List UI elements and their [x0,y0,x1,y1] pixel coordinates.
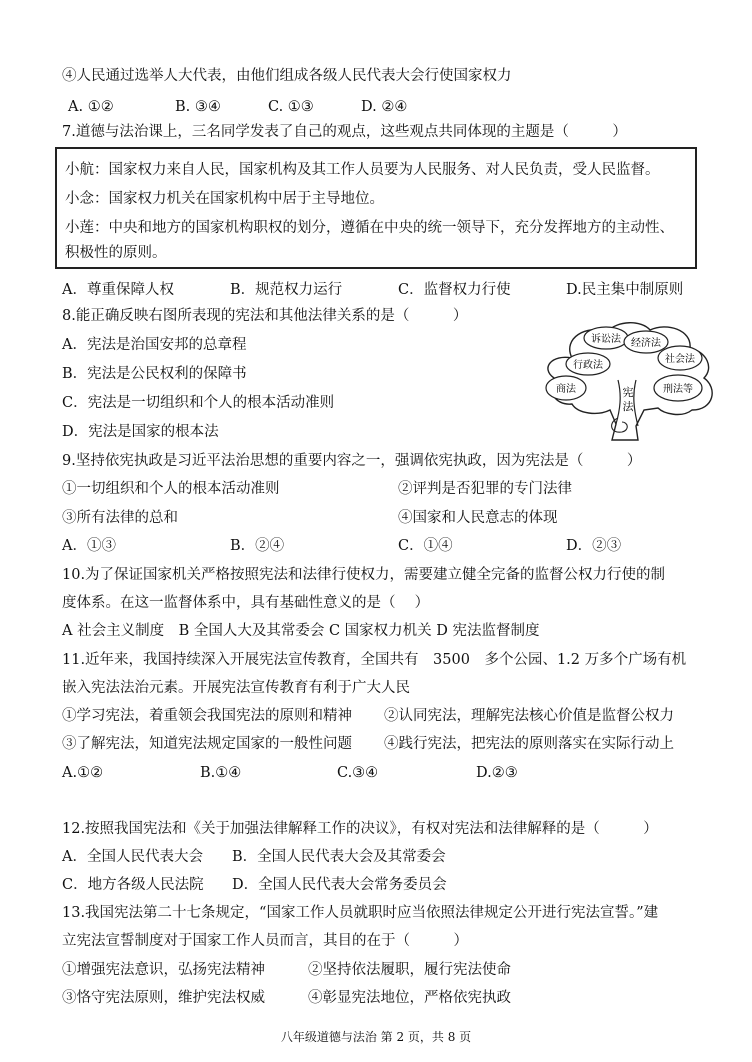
q9-item-4: ④国家和人民意志的体现 [398,510,558,526]
q13-stem-2: 立宪法宣誓制度对于国家工作人员而言，其目的在于（ ） [62,933,468,949]
q11-stem-2: 嵌入宪法法治元素。开展宪法宣传教育有利于广大人民 [62,680,410,696]
trunk-label-1: 宪 [622,386,634,399]
leaf-label-shehui: 社会法 [665,354,695,365]
q7-option-b: B．规范权力运行 [230,282,343,298]
q7-quote-xiaonian: 小念：国家权力机关在国家机构中居于主导地位。 [65,191,384,207]
q6-item-4: ④人民通过选举人大代表，由他们组成各级人民代表大会行使国家权力 [62,68,512,84]
q7-quote-xiaolian: 小莲：中央和地方的国家机构职权的划分，遵循在中央的统一领导下，充分发挥地方的主动性、 [65,220,674,236]
q9-item-1: ①一切组织和个人的根本活动准则 [62,481,280,497]
q8-option-b: B．宪法是公民权利的保障书 [62,366,247,382]
law-tree-figure [532,318,722,448]
q12-option-c: C．地方各级人民法院 [62,877,204,893]
leaf-label-xing: 刑法等 [663,384,693,395]
q13-item-2: ②坚持依法履职，履行宪法使命 [308,962,511,978]
q13-stem-1: 13.我国宪法第二十七条规定，“国家工作人员就职时应当依照法律规定公开进行宪法宣誓。”建 [62,905,659,921]
q8-option-c: C．宪法是一切组织和个人的根本活动准则 [62,395,335,411]
leaf-label-shang: 商法 [556,384,576,395]
q9-option-b: B．②④ [230,538,285,554]
q8-option-d: D．宪法是国家的根本法 [62,424,219,440]
q11-option-c: C.③④ [337,765,379,781]
q8-option-a: A．宪法是治国安邦的总章程 [62,337,247,353]
q9-stem: 9.坚持依宪执政是习近平法治思想的重要内容之一，强调依宪执政，因为宪法是（ ） [62,453,642,469]
q6-option-d: D. ②④ [361,99,408,115]
q11-option-d: D.②③ [476,765,518,781]
q9-option-d: D．②③ [566,538,622,554]
q11-option-b: B.①④ [200,765,242,781]
q7-option-c: C．监督权力行使 [398,282,511,298]
q13-item-1: ①增强宪法意识，弘扬宪法精神 [62,962,265,978]
q13-item-4: ④彰显宪法地位，严格依宪执政 [308,990,511,1006]
q6-option-b: B. ③④ [175,99,221,115]
q7-option-a: A．尊重保障人权 [62,282,174,298]
q7-quote-xiaohang: 小航：国家权力来自人民，国家机构及其工作人员要为人民服务、对人民负责，受人民监督。 [65,162,660,178]
q11-item-3: ③了解宪法，知道宪法规定国家的一般性问题 [62,736,352,752]
trunk-label-2: 法 [622,400,634,413]
q6-option-c: C. ①③ [268,99,314,115]
q12-option-d: D．全国人民代表大会常务委员会 [232,877,447,893]
q10-options: A 社会主义制度 B 全国人大及其常委会 C 国家权力机关 D 宪法监督制度 [62,623,540,639]
leaf-label-susong: 诉讼法 [591,334,621,345]
q7-stem: 7.道德与法治课上，三名同学发表了自己的观点，这些观点共同体现的主题是（ ） [62,124,627,140]
q11-item-1: ①学习宪法，着重领会我国宪法的原则和精神 [62,708,352,724]
q7-quote-box [55,147,697,269]
leaf-label-xingzheng: 行政法 [573,360,603,371]
q10-stem-2: 度体系。在这一监督体系中，具有基础性意义的是（ ） [62,595,430,611]
q11-stem-1: 11.近年来，我国持续深入开展宪法宣传教育，全国共有 3500 多个公园、1.2 万多个广场有机 [62,652,687,668]
q9-item-2: ②评判是否犯罪的专门法律 [398,481,572,497]
q7-quote-xiaolian-cont: 积极性的原则。 [65,245,167,261]
q11-item-4: ④践行宪法，把宪法的原则落实在实际行动上 [384,736,674,752]
q12-option-b: B．全国人民代表大会及其常委会 [232,849,446,865]
q6-option-a: A. ①② [68,99,114,115]
q12-option-a: A．全国人民代表大会 [62,849,203,865]
q12-stem: 12.按照我国宪法和《关于加强法律解释工作的决议》，有权对宪法和法律解释的是（ ） [62,821,658,837]
q11-item-2: ②认同宪法，理解宪法核心价值是监督公权力 [384,708,674,724]
page-footer: 八年级道德与法治 第 2 页，共 8 页 [280,1030,472,1044]
leaf-label-jingji: 经济法 [631,338,661,349]
law-tree-svg [532,318,722,448]
q10-stem-1: 10.为了保证国家机关严格按照宪法和法律行使权力，需要建立健全完备的监督公权力行使的制 [62,567,666,583]
q7-option-d: D.民主集中制原则 [566,282,684,298]
q9-item-3: ③所有法律的总和 [62,510,178,526]
q9-option-a: A．①③ [62,538,116,554]
q13-item-3: ③恪守宪法原则，维护宪法权威 [62,990,265,1006]
q9-option-c: C．①④ [398,538,453,554]
q8-stem: 8.能正确反映右图所表现的宪法和其他法律关系的是（ ） [62,308,468,324]
q11-option-a: A.①② [62,765,104,781]
